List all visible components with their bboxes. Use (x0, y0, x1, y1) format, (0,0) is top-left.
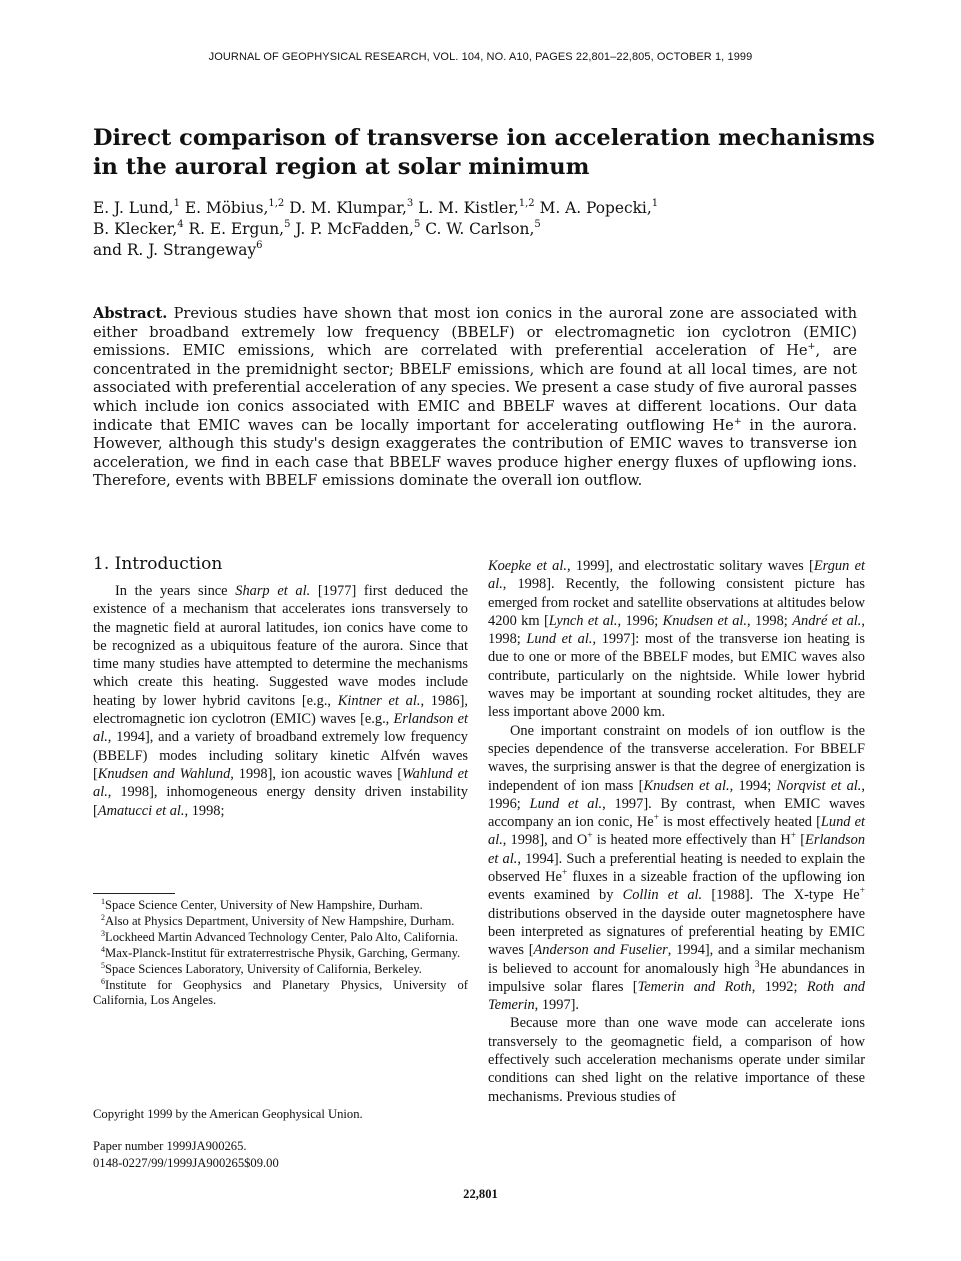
paper-number-block (93, 1138, 468, 1172)
affiliation-mark: 5 (284, 219, 291, 230)
abstract (93, 305, 857, 491)
author: D. M. Klumpar, (289, 199, 407, 217)
issn-code: 0148-0227/99/1999JA900265$09.00 (93, 1156, 279, 1170)
author: R. E. Ergun, (188, 220, 285, 238)
paragraph: In the years since Sharp et al. [1977] first deduced the existence of a mechanism that accelerates ions transversely to the magnetic field at auroral latitudes, ion conics have come to be recognized as a ubiquitous feature of the aurora. Since that time many studies have attempted to determine the mechanisms which create this heating. Suggested wave modes include heating by lower hybrid cavitons [e.g., Kintner et al., 1986], electromagnetic ion cyclotron (EMIC) waves [e.g., Erlandson et al., 1994], and a variety of broadband extremely low frequency (BBELF) modes including solitary kinetic Alfvén waves [Knudsen and Wahlund, 1998], ion acoustic waves [Wahlund et al., 1998], inhomogeneous energy density driven instability [Amatucci et al., 1998; (93, 583, 468, 819)
author: E. Möbius, (184, 199, 269, 217)
paragraph: One important constraint on models of ion outflow is the species dependence of the transverse acceleration. For BBELF waves, the surprising answer is that the degree of energization is independent of ion mass [Knudsen et al., 1994; Norqvist et al., 1996; Lund et al., 1997]. By contrast, when EMIC waves accompany an ion conic, He+ is most effectively heated [Lund et al., 1998], and O+ is heated more effectively than H+ [Erlandson et al., 1994]. Such a preferential heating is needed to explain the observed He+ fluxes in a sizeable fraction of the upflowing ion events examined by Collin et al. [1988]. The X-type He+ distributions observed in the dayside outer magnetosphere have been interpreted as signatures of preferential heating by EMIC waves [Anderson and Fuselier, 1994], and a similar mechanism is believed to account for anomalously high $^3$He abundances in impulsive solar flares [Temerin and Roth, 1992; Roth and Temerin, 1997]. (488, 722, 866, 1014)
article-title: Direct comparison of transverse ion acceleration mechanisms in the auroral region at solar minimum (93, 125, 875, 180)
section-heading: 1. Introduction (93, 554, 223, 574)
copyright-notice: Copyright 1999 by the American Geophysical Union. (93, 1107, 363, 1121)
affiliation-mark: 1 (651, 198, 659, 209)
footnote: $^5$Space Sciences Laboratory, University of California, Berkeley. (101, 960, 422, 976)
footnotes (93, 898, 468, 1009)
running-head: JOURNAL OF GEOPHYSICAL RESEARCH, VOL. 104, NO. A10, PAGES 22,801–22,805, OCTOBER 1, 1999 (208, 51, 753, 63)
abstract-text: in the aurora. However, although this study's design exaggerates the contribution of EMIC waves to transverse ion acceleration, we find in each case that BBELF waves produce higher energy fluxes of upflowing ions. Therefore, events with BBELF emissions dominate the overall ion outflow. (93, 416, 858, 490)
superscript: + (807, 341, 816, 353)
superscript: + (733, 415, 742, 427)
author: J. P. McFadden, (295, 220, 414, 238)
footnote: $^2$Also at Physics Department, University of New Hampshire, Durham. (101, 912, 455, 928)
affiliation-mark: 5 (413, 219, 421, 230)
abstract-text: , are concentrated in the premidnight sector; BBELF emissions, which are found at all local times, are not associated with preferential acceleration of any species. We present a case study of five auroral passes which include ion conics associated with EMIC and BBELF waves at different locations. Our data indicate that EMIC waves can be locally important for accelerating outflowing He (93, 342, 858, 434)
author: B. Klecker, (93, 220, 178, 238)
affiliation-mark: 4 (177, 219, 184, 230)
footnote: $^3$Lockheed Martin Advanced Technology Center, Palo Alto, California. (101, 928, 459, 944)
affiliation-mark: 1,2 (268, 198, 285, 209)
author-list (93, 198, 883, 261)
footnote: $^6$Institute for Geophysics and Planetary Physics, University of California, Los Angeles. (93, 976, 468, 1008)
paragraph: Koepke et al., 1999], and electrostatic solitary waves [Ergun et al., 1998]. Recently, the following consistent picture has emerged from rocket and satellite observations at altitudes below 4200 km [Lynch et al., 1996; Knudsen et al., 1998; André et al., 1998; Lund et al., 1997]: most of the transverse ion heating is due to one or more of the BBELF modes, but EMIC waves also contribute, particularly on the nightside. While lower hybrid waves may be important at sounding rocket altitudes, they are less important above 2000 km. (488, 558, 865, 721)
author: C. W. Carlson, (425, 220, 535, 238)
author: and R. J. Strangeway (93, 241, 257, 259)
page-number: 22,801 (463, 1187, 498, 1201)
abstract-text: Previous studies have shown that most ion conics in the auroral zone are associated with either broadband extremely low frequency (BBELF) or electromagnetic ion cyclotron (EMIC) emissions. EMIC emissions, which are correlated with preferential acceleration of He (93, 305, 858, 360)
affiliation-mark: 3 (406, 198, 414, 209)
paper-number: Paper number 1999JA900265. (93, 1139, 247, 1153)
footnote: $^4$Max-Planck-Institut für extraterrestrische Physik, Garching, Germany. (101, 944, 461, 960)
affiliation-mark: 1,2 (518, 198, 535, 209)
footnote: $^1$Space Science Center, University of New Hampshire, Durham. (101, 897, 423, 912)
author: E. J. Lund, (93, 199, 174, 217)
right-column-text (488, 557, 865, 1106)
left-column-text (93, 582, 468, 820)
footnote-rule (93, 893, 175, 894)
author: L. M. Kistler, (418, 199, 519, 217)
affiliation-mark: 5 (534, 219, 541, 230)
affiliation-mark: 1 (173, 198, 180, 209)
affiliation-mark: 6 (256, 240, 263, 251)
abstract-label: Abstract. (93, 305, 168, 322)
author: M. A. Popecki, (539, 199, 652, 217)
paragraph: Because more than one wave mode can accelerate ions transversely to the geomagnetic field, a comparison of how effectively such acceleration mechanisms operate under similar conditions can shed light on the relative importance of these mechanisms. Previous studies of (488, 1015, 865, 1105)
